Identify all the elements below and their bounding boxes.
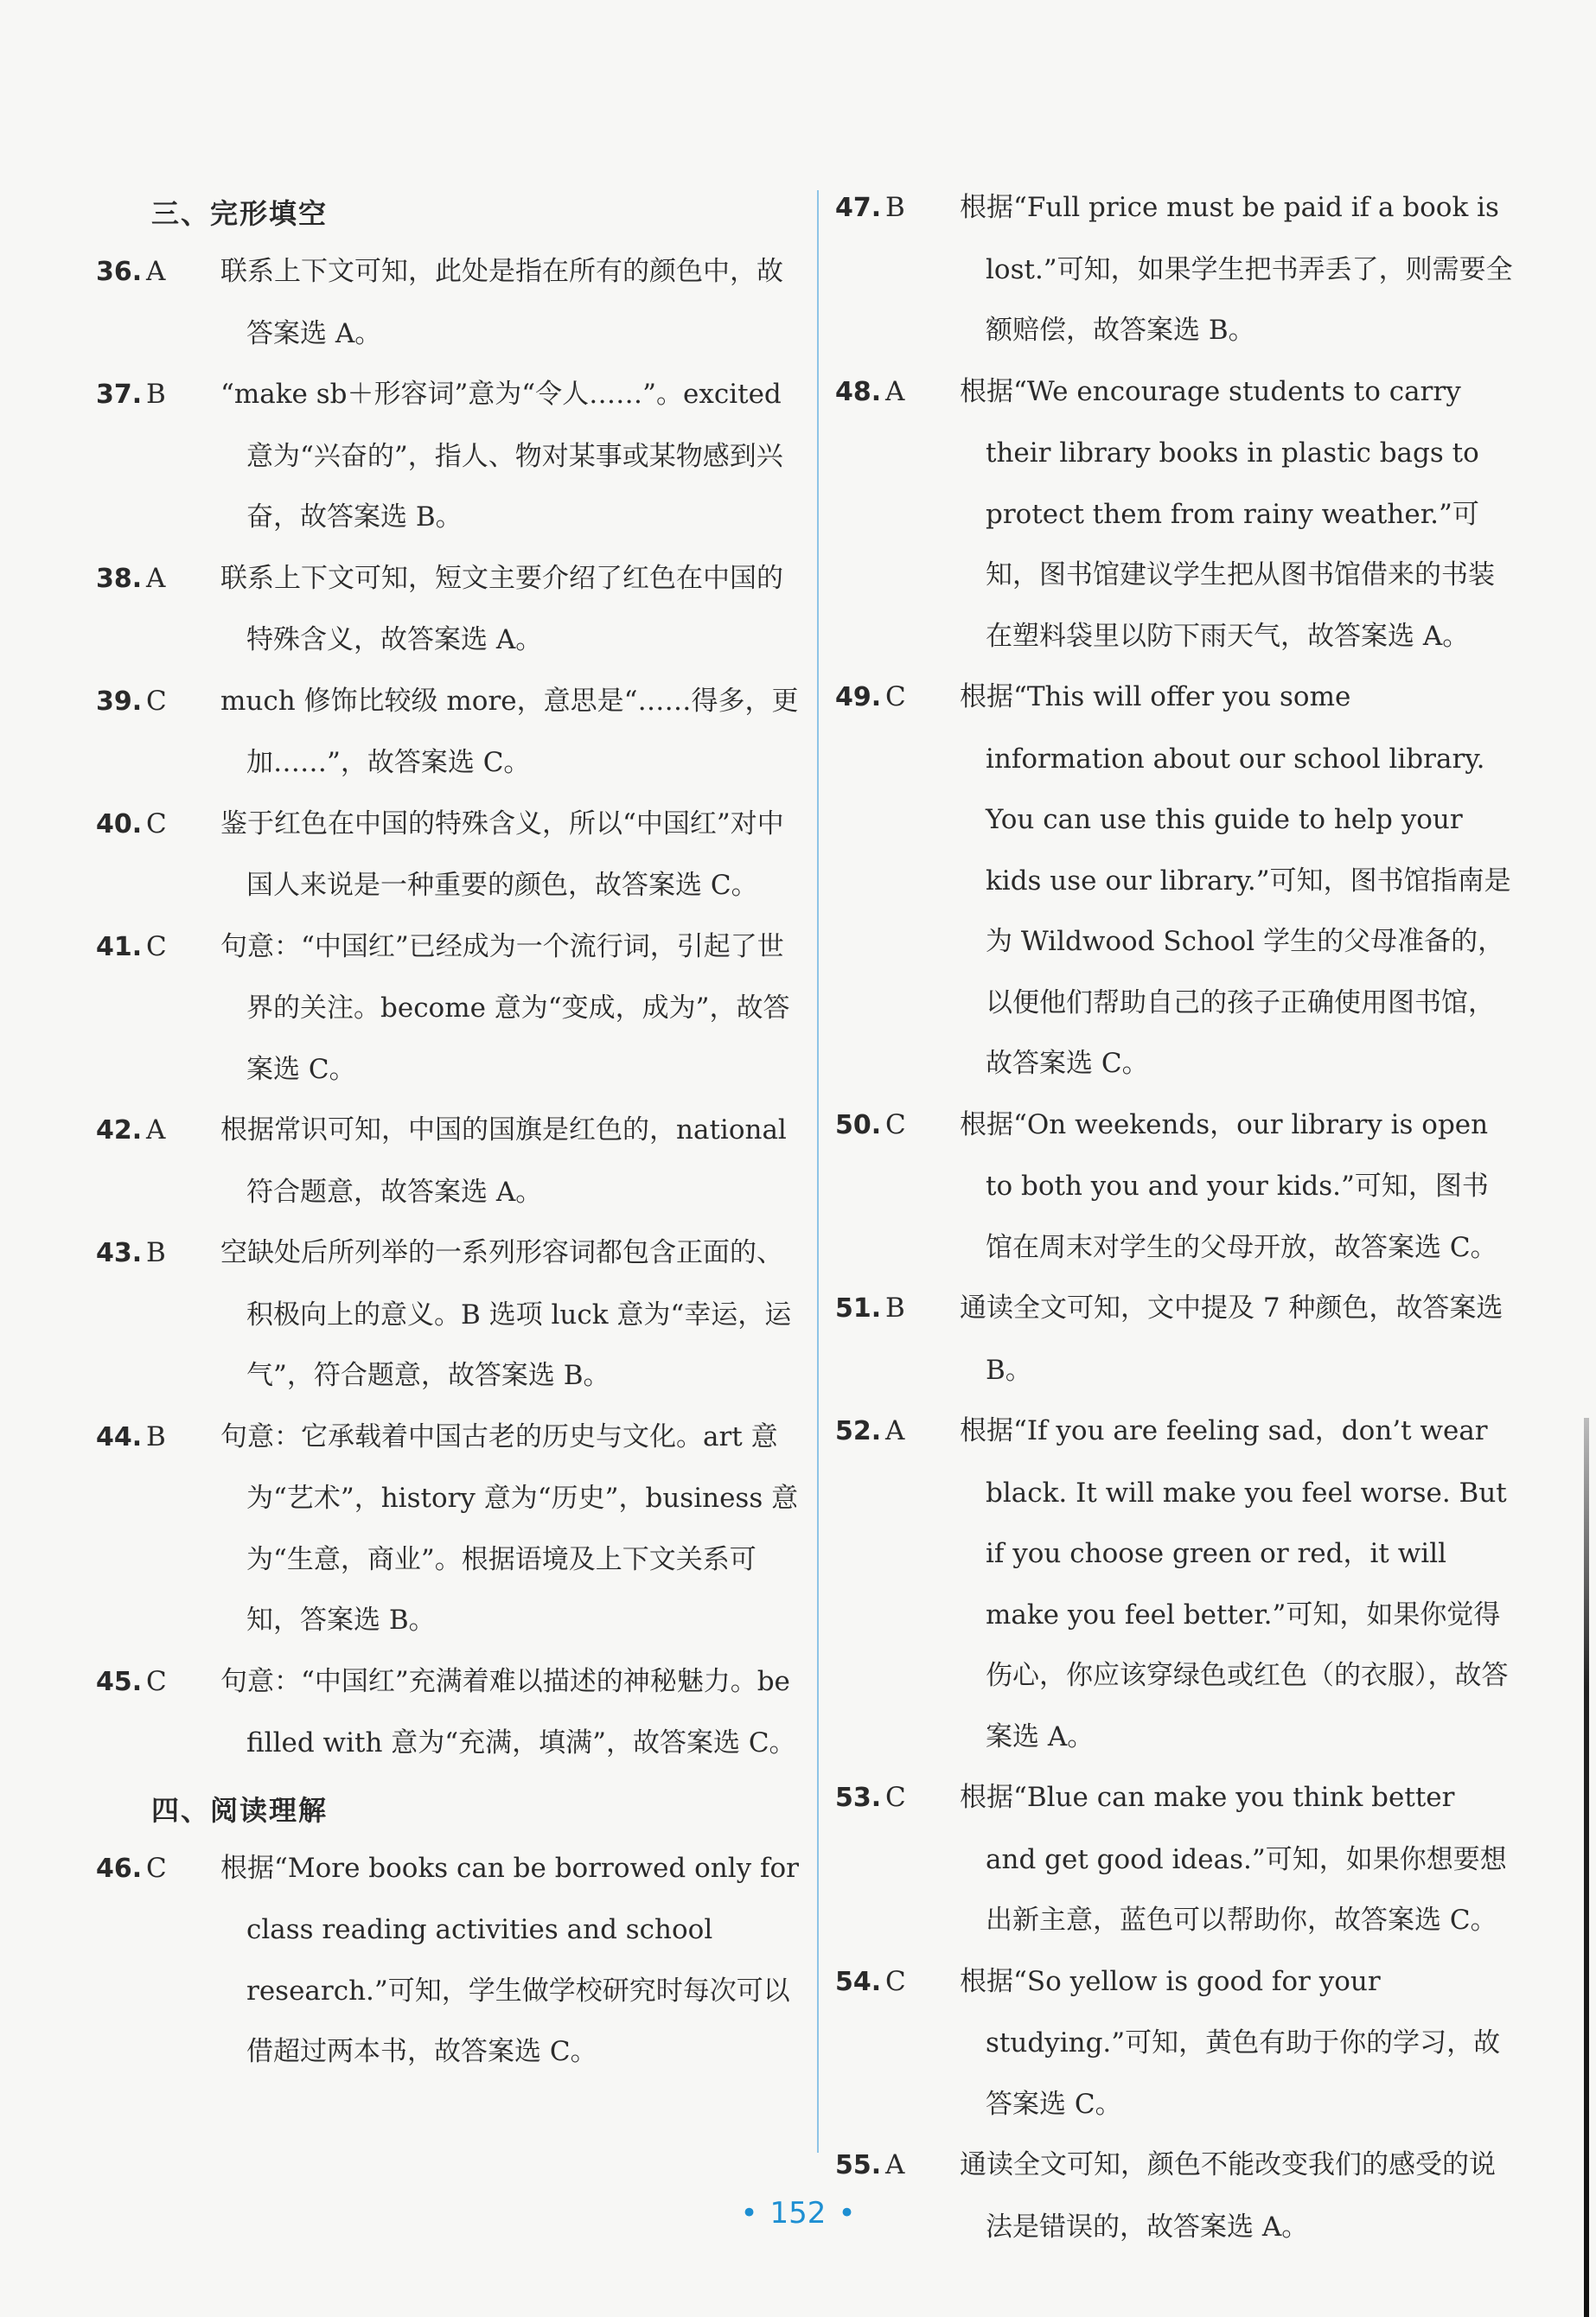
explanation-text: 根据“So yellow is good for your studying.”可知，黄色有助于你的学习，故答案选 C。 [960,1965,1501,2120]
explanation-text: much 修饰比较级 more，意思是“……得多，更加……”，故答案选 C。 [220,685,799,778]
answer-item-50: 50. C 根据“On weekends，our library is open to both you and your kids.”可知，图书馆在周末对学生的父母开放，故答案选 C。 [835,1108,1497,1263]
explanation-text: 根据“If you are feeling sad，don’t wear black. It will make you feel worse. But if you choose green or red，it will make you feel better.”可知，如果你觉得伤心，你应该穿绿色或红色（的衣服），故答案选 A。 [960,1415,1509,1752]
explanation-text: 联系上下文可知，短文主要介绍了红色在中国的特殊含义，故答案选 A。 [220,562,783,655]
answer-item-49: 49. C 根据“This will offer you some information about our school library. You can use this guide to help your kids use our library.”可知，图书馆指南是为 Wildwood School 学生的父母准备的，以便他们帮助自己的孩子正确使用图书馆，故答案选 C。 [835,681,1511,1079]
explanation-text: 空缺处后所列举的一系列形容词都包含正面的、积极向上的意义。B 选项 luck 意为“幸运，运气”，符合题意，故答案选 B。 [220,1237,792,1391]
left-column [96,177,804,2083]
answer-item-51: 51. B 通读全文可知，文中提及 7 种颜色，故答案选 B。 [835,1293,1503,1386]
explanation-text: 通读全文可知，颜色不能改变我们的感受的说法是错误的，故答案选 A。 [960,2149,1496,2243]
section-heading-reading: 四、阅读理解 [151,1793,329,1827]
bullet-dot-icon: • [740,2196,758,2231]
explanation-text: 根据常识可知，中国的国旗是红色的，national 符合题意，故答案选 A。 [220,1114,787,1208]
answer-item-46: 46. C 根据“More books can be borrowed only for class reading activities and school research.”可知，学生做学校研究时每次可以借超过两本书，故答案选 C。 [96,1852,799,2067]
column-divider [817,190,819,2153]
answer-item-39: 39. C much 修饰比较级 more，意思是“……得多，更加……”，故答案选 C。 [96,685,799,778]
explanation-text: 通读全文可知，文中提及 7 种颜色，故答案选 B。 [960,1293,1503,1386]
answer-item-54: 54. C 根据“So yellow is good for your studying.”可知，黄色有助于你的学习，故答案选 C。 [835,1965,1501,2120]
answer-item-48: 48. A 根据“We encourage students to carry their library books in plastic bags to protect them from rainy weather.”可知，图书馆建议学生把从图书馆借来的书装在塑料袋里以防下雨天气，故答案选 A。 [835,375,1495,652]
explanation-text: 根据“More books can be borrowed only for class reading activities and school research.”可知，学生做学校研究时每次可以借超过两本书，故答案选 C。 [220,1852,799,2067]
explanation-text: 根据“On weekends，our library is open to both you and your kids.”可知，图书馆在周末对学生的父母开放，故答案选 C。 [960,1108,1497,1263]
answer-item-36: 36. A 联系上下文可知，此处是指在所有的颜色中，故答案选 A。 [96,256,783,349]
explanation-text: 鉴于红色在中国的特殊含义，所以“中国红”对中国人来说是一种重要的颜色，故答案选 C。 [220,807,784,901]
explanation-text: 联系上下文可知，此处是指在所有的颜色中，故答案选 A。 [220,256,783,349]
answer-item-55: 55. A 通读全文可知，颜色不能改变我们的感受的说法是错误的，故答案选 A。 [835,2149,1496,2243]
answer-item-47: 47. B 根据“Full price must be paid if a book is lost.”可知，如果学生把书弄丢了，则需要全额赔偿，故答案选 B。 [835,192,1513,346]
answer-item-53: 53. C 根据“Blue can make you think better and get good ideas.”可知，如果你想要想出新主意，蓝色可以帮助你，故答案选 C。 [835,1782,1507,1936]
page-number-value: 152 [769,2196,827,2231]
section-heading-cloze: 三、完形填空 [151,197,329,230]
answer-item-42: 42. A 根据常识可知，中国的国旗是红色的，national 符合题意，故答案选 A。 [96,1114,787,1208]
explanation-text: 句意：“中国红”充满着难以描述的神秘魅力。be filled with 意为“充满，填满”，故答案选 C。 [220,1665,796,1758]
explanation-text: 根据“This will offer you some information about our school library. You can use this guide to help your kids use our library.”可知，图书馆指南是为 Wildwood School 学生的父母准备的，以便他们帮助自己的孩子正确使用图书馆，故答案选 C。 [960,681,1511,1079]
answer-item-45: 45. C 句意：“中国红”充满着难以描述的神秘魅力。be filled with 意为“充满，填满”，故答案选 C。 [96,1665,796,1758]
explanation-text: “make sb＋形容词”意为“令人……”。excited 意为“兴奋的”，指人、物对某事或某物感到兴奋，故答案选 B。 [220,379,783,533]
answer-item-40: 40. C 鉴于红色在中国的特殊含义，所以“中国红”对中国人来说是一种重要的颜色，故答案选 C。 [96,807,784,901]
explanation-text: 根据“Full price must be paid if a book is lost.”可知，如果学生把书弄丢了，则需要全额赔偿，故答案选 B。 [960,192,1513,346]
page-number [0,2196,1596,2231]
answer-item-41: 41. C 句意：“中国红”已经成为一个流行词，引起了世界的关注。become 意为“变成，成为”，故答案选 C。 [96,930,790,1085]
answer-item-44: 44. B 句意：它承载着中国古老的历史与文化。art 意为“艺术”，history 意为“历史”，business 意为“生意，商业”。根据语境及上下文关系可知，答案选 B。 [96,1420,799,1636]
explanation-text: 根据“We encourage students to carry their library books in plastic bags to protect them from rainy weather.”可知，图书馆建议学生把从图书馆借来的书装在塑料袋里以防下雨天气，故答案选 A。 [960,375,1495,652]
answer-item-37: 37. B “make sb＋形容词”意为“令人……”。excited 意为“兴奋的”，指人、物对某事或某物感到兴奋，故答案选 B。 [96,379,783,533]
answer-item-52: 52. A 根据“If you are feeling sad，don’t wear black. It will make you feel worse. But if you choose green or red，it will make you feel better.”可知，如果你觉得伤心，你应该穿绿色或红色（的衣服），故答案选 A。 [835,1415,1509,1752]
explanation-text: 根据“Blue can make you think better and get good ideas.”可知，如果你想要想出新主意，蓝色可以帮助你，故答案选 C。 [960,1782,1507,1936]
answer-item-43: 43. B 空缺处后所列举的一系列形容词都包含正面的、积极向上的意义。B 选项 luck 意为“幸运，运气”，符合题意，故答案选 B。 [96,1237,792,1391]
explanation-text: 句意：它承载着中国古老的历史与文化。art 意为“艺术”，history 意为“历史”，business 意为“生意，商业”。根据语境及上下文关系可知，答案选 B。 [220,1420,799,1636]
explanation-text: 句意：“中国红”已经成为一个流行词，引起了世界的关注。become 意为“变成，成为”，故答案选 C。 [220,930,790,1085]
page-edge-shadow [1584,1418,1589,2317]
answer-item-38: 38. A 联系上下文可知，短文主要介绍了红色在中国的特殊含义，故答案选 A。 [96,562,783,655]
right-column [835,177,1513,2257]
bullet-dot-icon: • [838,2196,856,2231]
